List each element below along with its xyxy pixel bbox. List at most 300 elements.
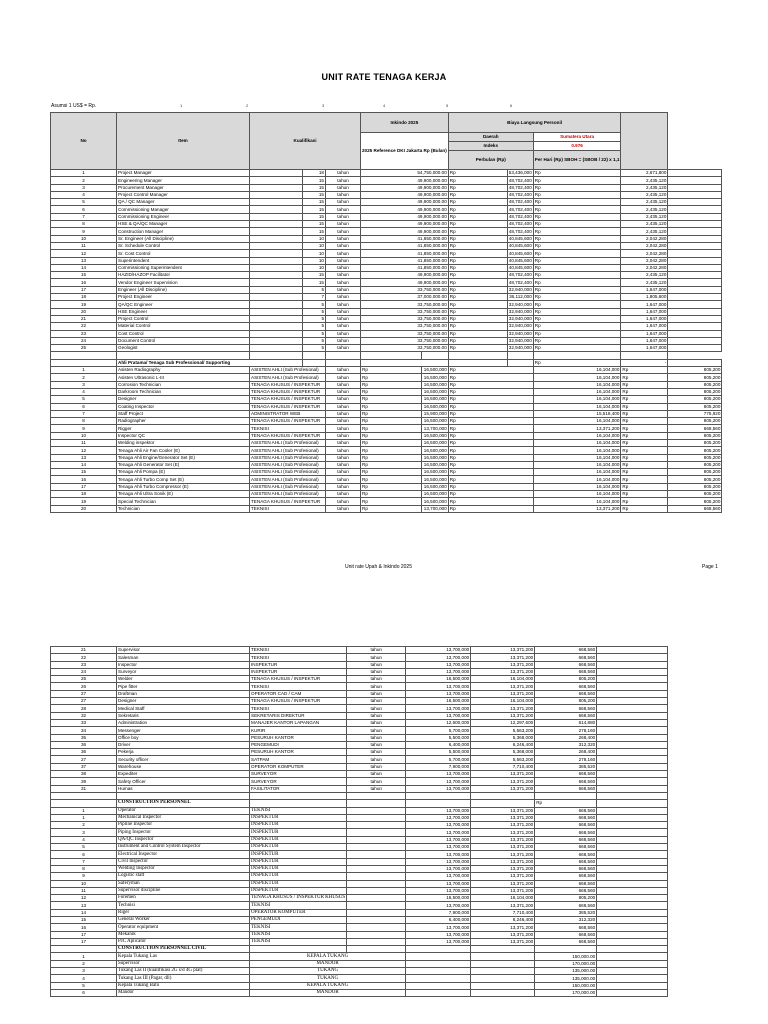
- extra-column: [668, 242, 722, 249]
- monthly-rate: 40,845,600: [508, 265, 532, 271]
- currency: Rp: [361, 418, 422, 425]
- table-row: [51, 337, 722, 344]
- item-name: Commissioning Manager: [117, 206, 250, 213]
- reference-rate: 16,500,000: [421, 388, 448, 395]
- extra-column: [597, 858, 668, 865]
- table-row: [51, 352, 722, 359]
- daily-rate: 775,920: [668, 410, 722, 417]
- table-row: [51, 778, 668, 785]
- item-name: Safety Officer: [117, 778, 250, 785]
- experience-unit: tahun: [326, 294, 361, 301]
- monthly-rate: 16,104,000: [471, 676, 535, 683]
- item-name: General Worker: [117, 916, 250, 923]
- kualifikasi: [250, 206, 303, 213]
- kualifikasi: TEKNISI: [250, 425, 326, 432]
- row-number: 6: [51, 206, 117, 213]
- extra-column: [597, 968, 668, 975]
- daily-rate: 2,435,120: [621, 199, 668, 206]
- kualifikasi: ASISTEN AHLI (Sub Profesional): [250, 483, 326, 490]
- kualifikasi: TENAGA KHUSUS / INSPEKTUR: [250, 388, 326, 395]
- monthly-rate: 13,371,200: [471, 851, 535, 858]
- currency: Rp: [448, 184, 507, 191]
- row-number: 17: [51, 931, 117, 938]
- item-name: Logistic staff: [117, 873, 250, 880]
- daily-rate: 668,560: [535, 873, 597, 880]
- table-row: [51, 483, 722, 490]
- reference-rate: 5,700,000: [406, 756, 471, 763]
- daily-rate: 805,200: [668, 483, 722, 490]
- monthly-rate: 48,702,400: [508, 279, 532, 285]
- monthly-rate: 13,371,200: [533, 505, 621, 512]
- daily-rate: 614,880: [535, 719, 597, 726]
- reference-rate: 49,900,000.00: [361, 279, 449, 286]
- kualifikasi: [250, 323, 303, 330]
- currency: Rp: [621, 505, 668, 512]
- monthly-rate: 13,371,200: [471, 836, 535, 843]
- reference-rate: 16,500,000: [406, 895, 471, 902]
- row-number: 10: [51, 432, 117, 439]
- extra-column: [597, 989, 668, 996]
- daily-rate: 668,560: [535, 690, 597, 697]
- empty-cell: [347, 814, 406, 821]
- experience-unit: tahun: [326, 410, 361, 417]
- reference-rate: 49,900,000.00: [361, 206, 449, 213]
- daily-rate: 668,560: [535, 844, 597, 851]
- row-number: 5: [51, 982, 117, 989]
- kualifikasi: ASISTEN AHLI (Sub Profesional): [250, 367, 326, 374]
- reference-rate: 37,000,000.00: [361, 294, 449, 301]
- experience-years: 15: [303, 228, 326, 235]
- reference-rate: 49,900,000.00: [361, 272, 449, 279]
- kualifikasi: [250, 301, 303, 308]
- row-number: 13: [51, 902, 117, 909]
- table-row: [51, 461, 722, 468]
- extra-column: [597, 865, 668, 872]
- row-number: 12: [51, 895, 117, 902]
- empty-cell: [507, 352, 533, 359]
- monthly-rate: 13,371,200: [471, 829, 535, 836]
- currency: Rp: [448, 374, 533, 381]
- monthly-rate: 13,371,200: [471, 785, 535, 792]
- reference-rate: 49,900,000.00: [361, 184, 449, 191]
- reference-rate: 13,700,000: [406, 844, 471, 851]
- kualifikasi: TEKNISI: [250, 654, 347, 661]
- item-name: Asisten Ultrasonic L-III: [117, 374, 250, 381]
- empty-cell: [347, 880, 406, 887]
- kualifikasi: TEKNISI: [250, 938, 347, 945]
- table-row: [51, 873, 668, 880]
- experience-unit: tahun: [326, 206, 361, 213]
- empty-cell: [535, 946, 597, 953]
- table-row: [51, 989, 668, 996]
- table-row: [51, 505, 722, 512]
- extra-column: [597, 814, 668, 821]
- daily-rate: 268,400: [535, 734, 597, 741]
- experience-years: 10: [303, 250, 326, 257]
- extra-column: [597, 880, 668, 887]
- row-number: 7: [51, 410, 117, 417]
- currency: Rp: [361, 410, 422, 417]
- row-number: 20: [51, 308, 117, 315]
- row-number: 35: [51, 734, 117, 741]
- experience-years: 5: [303, 337, 326, 344]
- currency: Rp: [448, 439, 533, 446]
- daily-rate: 668,560: [535, 851, 597, 858]
- experience-unit: tahun: [347, 712, 406, 719]
- monthly-rate: 40,845,600: [508, 243, 532, 249]
- daily-rate: 668,560: [535, 778, 597, 785]
- monthly-rate: 32,940,000: [508, 345, 532, 351]
- extra-column: [668, 235, 722, 242]
- empty-cell: [326, 352, 361, 359]
- item-name: Cost Control: [117, 330, 250, 337]
- kualifikasi: [250, 345, 303, 352]
- table-row: [51, 374, 722, 381]
- row-number: 4: [51, 191, 117, 198]
- row-number: 13: [51, 257, 117, 264]
- item-name: Project Manager: [117, 170, 250, 177]
- row-number: 26: [51, 683, 117, 690]
- extra-column: [597, 807, 668, 814]
- item-name: Coating Inspector: [117, 403, 250, 410]
- monthly-rate: 48,702,400: [508, 272, 532, 278]
- experience-unit: tahun: [347, 734, 406, 741]
- reference-rate: 16,500,000: [421, 432, 448, 439]
- empty-cell: [51, 352, 117, 359]
- empty-cell: [406, 792, 471, 799]
- reference-rate: 13,700,000: [406, 851, 471, 858]
- experience-years: 7: [303, 294, 326, 301]
- experience-years: 5: [303, 345, 326, 352]
- currency: Rp: [361, 447, 422, 454]
- table-row: [51, 924, 668, 931]
- reference-rate: 16,500,000: [406, 676, 471, 683]
- header-item: Item: [117, 113, 250, 170]
- daily-rate: 805,200: [535, 698, 597, 705]
- currency: Rp: [448, 235, 507, 242]
- experience-years: 10: [303, 242, 326, 249]
- currency: Rp: [361, 381, 422, 388]
- item-name: Vendor Engineer Supervision: [117, 279, 250, 286]
- extra-column: [597, 771, 668, 778]
- currency: Rp: [448, 301, 507, 308]
- daily-rate: 2,435,120: [621, 191, 668, 198]
- currency: Rp: [621, 491, 668, 498]
- row-number: 37: [51, 763, 117, 770]
- kualifikasi: [250, 213, 303, 220]
- table-row: [51, 676, 668, 683]
- table-row: [51, 381, 722, 388]
- extra-column: [597, 953, 668, 960]
- table-row: [51, 982, 668, 989]
- experience-unit: tahun: [347, 668, 406, 675]
- monthly-rate: 6,246,400: [471, 916, 535, 923]
- extra-column: [668, 191, 722, 198]
- monthly-rate: 32,940,000: [508, 308, 532, 314]
- empty-cell: [347, 946, 406, 953]
- experience-years: 5: [303, 308, 326, 315]
- monthly-rate: 12,297,600: [471, 719, 535, 726]
- monthly-rate: 16,104,000: [533, 483, 621, 490]
- reference-rate: 16,500,000: [421, 469, 448, 476]
- daily-rate: 312,320: [535, 741, 597, 748]
- currency: Rp: [448, 308, 507, 315]
- reference-rate: 49,900,000.00: [361, 228, 449, 235]
- experience-years: 5: [303, 323, 326, 330]
- daily-rate: 135,000.00: [535, 968, 597, 975]
- currency: Rp: [621, 469, 668, 476]
- table-row: [51, 822, 668, 829]
- reference-rate: 6,400,000: [406, 916, 471, 923]
- table-row: [51, 909, 668, 916]
- extra-column: [597, 741, 668, 748]
- kualifikasi: [250, 337, 303, 344]
- reference-rate: 13,700,000: [421, 505, 448, 512]
- monthly-rate: 36,112,000: [509, 294, 532, 300]
- experience-unit: tahun: [326, 469, 361, 476]
- monthly-rate: 32,940,000: [508, 338, 532, 344]
- kualifikasi: INSPEKTUR: [250, 822, 347, 829]
- experience-unit: tahun: [347, 727, 406, 734]
- daily-rate: 150,000.00: [535, 953, 597, 960]
- monthly-rate: 13,371,200: [471, 844, 535, 851]
- experience-unit: tahun: [347, 756, 406, 763]
- experience-unit: tahun: [347, 785, 406, 792]
- kualifikasi: ASISTEN AHLI (Sub Profesional): [250, 476, 326, 483]
- kualifikasi: INSPEKTUR: [250, 887, 347, 894]
- daily-rate: 2,042,280: [621, 250, 668, 257]
- item-name: Engineer (All Discipline): [117, 286, 250, 293]
- experience-unit: tahun: [347, 676, 406, 683]
- experience-unit: tahun: [326, 367, 361, 374]
- reference-rate: 33,750,000.00: [361, 308, 449, 315]
- extra-column: [597, 829, 668, 836]
- experience-years: 5: [303, 315, 326, 322]
- kualifikasi: [250, 279, 303, 286]
- kualifikasi: KEPALA TUKANG: [250, 953, 406, 960]
- monthly-rate: 48,702,400: [508, 214, 532, 220]
- monthly-rate: 16,104,000: [471, 698, 535, 705]
- table-row: [51, 902, 668, 909]
- row-number: 12: [51, 250, 117, 257]
- experience-unit: tahun: [347, 719, 406, 726]
- daily-rate: 805,200: [668, 461, 722, 468]
- daily-rate: 668,560: [535, 807, 597, 814]
- daily-rate: 805,200: [668, 367, 722, 374]
- experience-years: 15: [303, 199, 326, 206]
- kualifikasi: TEKNISI: [250, 705, 347, 712]
- monthly-rate: 32,940,000: [508, 330, 532, 336]
- extra-column: [668, 337, 722, 344]
- row-number: 9: [51, 228, 117, 235]
- table-row: [51, 242, 722, 249]
- daily-rate: 2,435,120: [621, 213, 668, 220]
- table-row: [51, 213, 722, 220]
- item-name: Welding inspektor: [117, 439, 250, 446]
- currency: Rp: [448, 315, 507, 322]
- currency: Rp: [361, 476, 422, 483]
- item-name: Warehouse: [117, 763, 250, 770]
- experience-unit: tahun: [326, 315, 361, 322]
- currency: Rp: [533, 286, 621, 293]
- monthly-rate: 13,371,200: [471, 822, 535, 829]
- currency: Rp: [533, 191, 621, 198]
- currency: Rp: [533, 228, 621, 235]
- monthly-rate: 16,104,000: [533, 367, 621, 374]
- row-number: 6: [51, 851, 117, 858]
- item-name: Instrument and Control System Inspector: [117, 844, 250, 851]
- experience-unit: tahun: [326, 191, 361, 198]
- row-number: 6: [51, 989, 117, 996]
- item-name: PJC Aplicator: [117, 938, 250, 945]
- item-name: Project Engineer: [117, 294, 250, 301]
- kualifikasi: TENAGA KHUSUS / INSPEKTUR: [250, 403, 326, 410]
- item-name: Asisten Radiography: [117, 367, 250, 374]
- experience-unit: tahun: [326, 491, 361, 498]
- experience-unit: tahun: [347, 661, 406, 668]
- section-title: Ahli Pratama/ Tenaga Sub Professional/ Supporting: [117, 359, 303, 366]
- daily-rate: 668,560: [535, 865, 597, 872]
- section-title: CONSTRUCTION PERSONNEL: [117, 800, 250, 807]
- extra-column: [597, 727, 668, 734]
- currency: Rp: [533, 301, 621, 308]
- empty-cell: [361, 359, 449, 366]
- experience-unit: tahun: [347, 771, 406, 778]
- extra-column: [668, 221, 722, 228]
- daily-rate: 2,435,120: [621, 228, 668, 235]
- row-number: 23: [51, 330, 117, 337]
- currency: Rp: [621, 461, 668, 468]
- experience-unit: tahun: [326, 264, 361, 271]
- currency: Rp: [448, 199, 507, 206]
- item-name: Electrical Inspector: [117, 851, 250, 858]
- currency: Rp: [361, 374, 422, 381]
- extra-column: [668, 279, 722, 286]
- kualifikasi: FASILITATOR: [250, 785, 347, 792]
- table-row: [51, 668, 668, 675]
- extra-column: [668, 345, 722, 352]
- kualifikasi: INSPEKTUR: [250, 873, 347, 880]
- daily-rate: 668,560: [535, 661, 597, 668]
- item-name: Tenaga Ahli Pompa (E): [117, 469, 250, 476]
- daily-rate: 668,560: [535, 668, 597, 675]
- item-name: Draftman: [117, 690, 250, 697]
- extra-column: [668, 170, 722, 177]
- daily-rate: 668,560: [535, 880, 597, 887]
- table-row: [51, 690, 668, 697]
- monthly-rate: 5,368,000: [471, 749, 535, 756]
- experience-unit: tahun: [347, 741, 406, 748]
- empty-cell: [250, 946, 347, 953]
- row-number: 27: [51, 690, 117, 697]
- row-number: 31: [51, 785, 117, 792]
- item-name: Engineering Manager: [117, 177, 250, 184]
- item-name: Tenaga Ahli Air Fan Cooler (E): [117, 447, 250, 454]
- experience-years: 15: [303, 177, 326, 184]
- experience-unit: tahun: [326, 425, 361, 432]
- reference-rate: 16,500,000: [421, 418, 448, 425]
- extra-column: [597, 661, 668, 668]
- empty-cell: [406, 946, 471, 953]
- reference-rate: 16,500,000: [421, 403, 448, 410]
- item-name: Construction Manager: [117, 228, 250, 235]
- table-row: [51, 647, 668, 654]
- item-name: Welding Inspector: [117, 865, 250, 872]
- table-row: [51, 698, 668, 705]
- column-number: 5: [446, 103, 449, 108]
- kualifikasi: INSPEKTUR: [250, 851, 347, 858]
- experience-unit: tahun: [347, 705, 406, 712]
- item-name: Saferyman: [117, 880, 250, 887]
- currency: Rp: [361, 491, 422, 498]
- daily-rate: 805,200: [668, 374, 722, 381]
- daily-rate: 805,200: [535, 676, 597, 683]
- experience-unit: tahun: [326, 432, 361, 439]
- reference-rate: 13,700,000: [406, 822, 471, 829]
- experience-unit: tahun: [347, 690, 406, 697]
- table-row: [51, 498, 722, 505]
- row-number: 1: [51, 367, 117, 374]
- header-indeks: Indeks: [448, 142, 533, 151]
- monthly-rate: 16,104,000: [533, 498, 621, 505]
- kualifikasi: TENAGA KHUSUS / INSPEKTUR: [250, 698, 347, 705]
- reference-rate: 16,500,000: [421, 491, 448, 498]
- row-number: 2: [51, 374, 117, 381]
- empty-cell: [448, 359, 507, 366]
- currency: Rp: [533, 221, 621, 228]
- extra-column: [597, 756, 668, 763]
- row-number: 34: [51, 727, 117, 734]
- currency: Rp: [361, 454, 422, 461]
- experience-years: 15: [303, 191, 326, 198]
- row-number: 14: [51, 264, 117, 271]
- currency: Rp: [621, 367, 668, 374]
- row-number: 32: [51, 712, 117, 719]
- kualifikasi: TUKANG: [250, 968, 406, 975]
- item-name: QA / QC Manager: [117, 199, 250, 206]
- table-row: [51, 887, 668, 894]
- extra-column: [597, 668, 668, 675]
- row-number: 16: [51, 476, 117, 483]
- currency: Rp: [448, 337, 507, 344]
- currency: Rp: [621, 476, 668, 483]
- reference-rate: 41,850,000.00: [361, 264, 449, 271]
- empty-cell: [471, 975, 535, 982]
- table-row: [51, 432, 722, 439]
- row-number: 16: [51, 924, 117, 931]
- row-number: 10: [51, 880, 117, 887]
- reference-rate: 16,500,000: [421, 374, 448, 381]
- table-row: [51, 323, 722, 330]
- currency: Rp: [448, 505, 533, 512]
- table-row: [51, 800, 668, 807]
- daily-rate: 135,000.00: [535, 975, 597, 982]
- row-number: 20: [51, 505, 117, 512]
- monthly-rate: 32,940,000: [508, 301, 532, 307]
- monthly-rate: 13,371,200: [471, 902, 535, 909]
- kualifikasi: OPERATOR KOMPUTER: [250, 909, 347, 916]
- daily-rate: 1,805,600: [621, 294, 668, 301]
- daily-rate: 805,200: [668, 439, 722, 446]
- row-number: 17: [51, 286, 117, 293]
- currency: Rp: [621, 418, 668, 425]
- kualifikasi: [250, 184, 303, 191]
- item-name: Salesman: [117, 654, 250, 661]
- daily-rate: 385,520: [535, 909, 597, 916]
- currency: Rp: [361, 469, 422, 476]
- kualifikasi: ASISTEN AHLI (Sub Profesional): [250, 469, 326, 476]
- kualifikasi: MANDOR: [250, 989, 406, 996]
